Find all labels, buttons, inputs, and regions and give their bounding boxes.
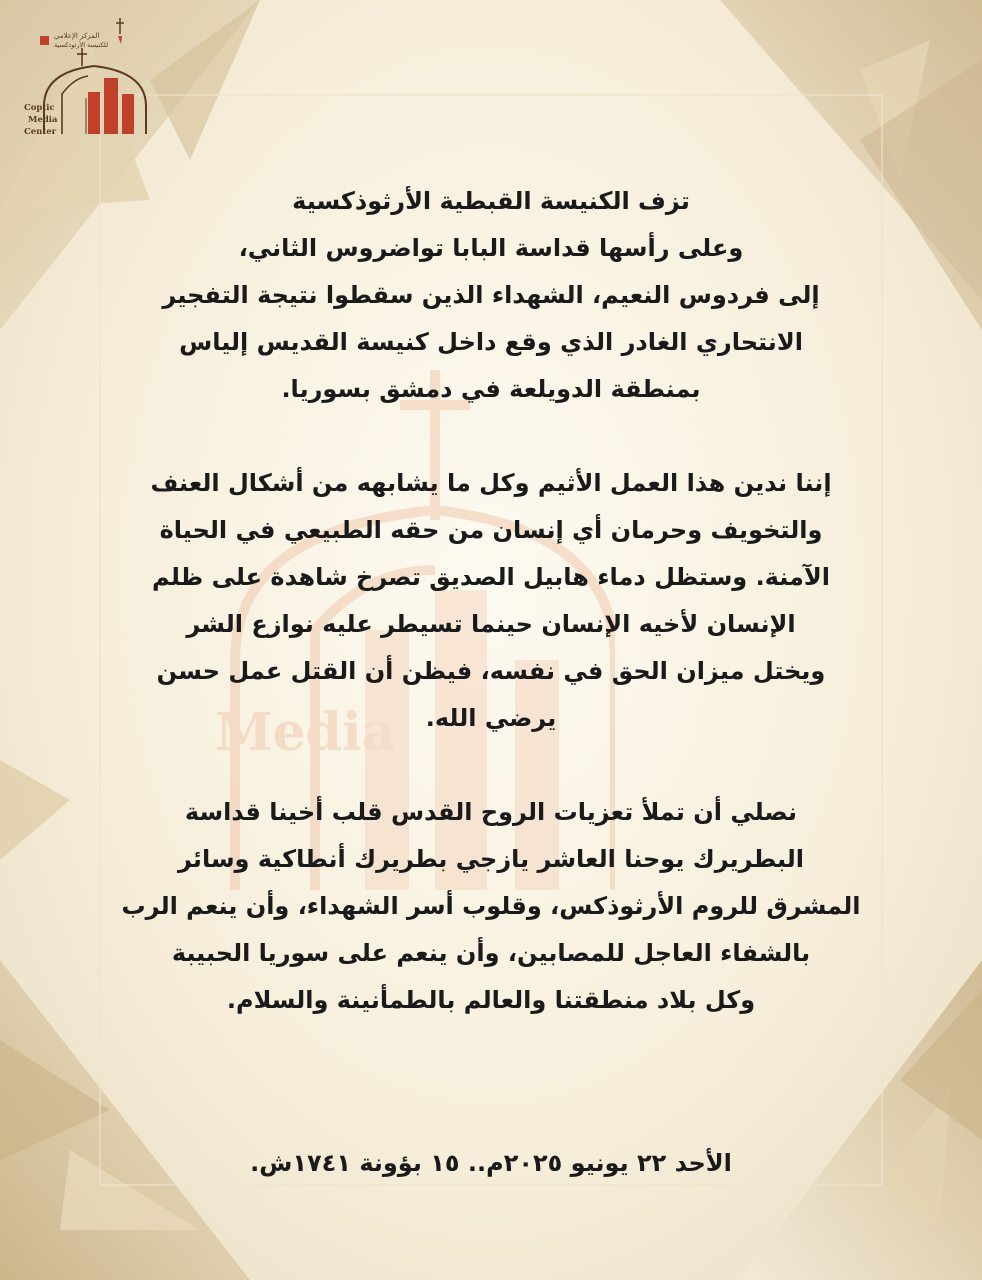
- text-line: وكل بلاد منطقتنا والعالم بالطمأنينة والسلام.: [226, 986, 756, 1014]
- text-line: بالشفاء العاجل للمصابين، وأن ينعم على سوريا الحبيبة: [171, 939, 811, 967]
- text-line: ويختل ميزان الحق في نفسه، فيظن أن القتل عمل حسن: [156, 657, 826, 685]
- coptic-media-center-logo: [22, 14, 154, 142]
- text-line: يرضي الله.: [425, 704, 557, 732]
- text-line: البطريرك يوحنا العاشر يازجي بطريرك أنطاكية وسائر: [178, 845, 804, 873]
- svg-text:Media: Media: [215, 702, 396, 763]
- logo-word-coptic: Coptic: [24, 103, 55, 113]
- text-line: نصلي أن تملأ تعزيات الروح القدس قلب أخينا قداسة: [184, 798, 798, 826]
- paragraph-announcement: [120, 178, 862, 413]
- statement-body: [120, 178, 862, 1024]
- text-line: إلى فردوس النعيم، الشهداء الذين سقطوا نتيجة التفجير: [162, 281, 820, 309]
- text-line: تزف الكنيسة القبطية الأرثوذكسية: [292, 187, 690, 215]
- statement-date: الأحد ٢٢ يونيو ٢٠٢٥م.. ١٥ بؤونة ١٧٤١ش.: [250, 1149, 732, 1177]
- text-line: المشرق للروم الأرثوذكس، وقلوب أسر الشهداء، وأن ينعم الرب: [121, 892, 861, 920]
- logo-word-media: Media: [28, 115, 58, 125]
- logo-word-center: Center: [24, 127, 57, 137]
- text-line: والتخويف وحرمان أي إنسان من حقه الطبيعي في الحياة: [159, 516, 823, 544]
- text-line: الإنسان لأخيه الإنسان حينما تسيطر عليه نوازع الشر: [186, 610, 796, 638]
- text-line: بمنطقة الدويلعة في دمشق بسوريا.: [281, 375, 701, 403]
- text-line: وعلى رأسها قداسة البابا تواضروس الثاني،: [238, 234, 744, 262]
- text-line: الآمنة. وستظل دماء هابيل الصديق تصرخ شاهدة على ظلم: [152, 563, 830, 591]
- logo-org-line1: المركز الإعلامي: [54, 32, 100, 40]
- paragraph-condemnation: [120, 460, 862, 742]
- text-line: إننا ندين هذا العمل الأثيم وكل ما يشابهه من أشكال العنف: [150, 469, 832, 497]
- text-line: الانتحاري الغادر الذي وقع داخل كنيسة القديس إلياس: [179, 328, 803, 356]
- logo-org-line2: للكنيسة الأرثوذكسية: [54, 41, 109, 49]
- paragraph-prayer: [120, 789, 862, 1024]
